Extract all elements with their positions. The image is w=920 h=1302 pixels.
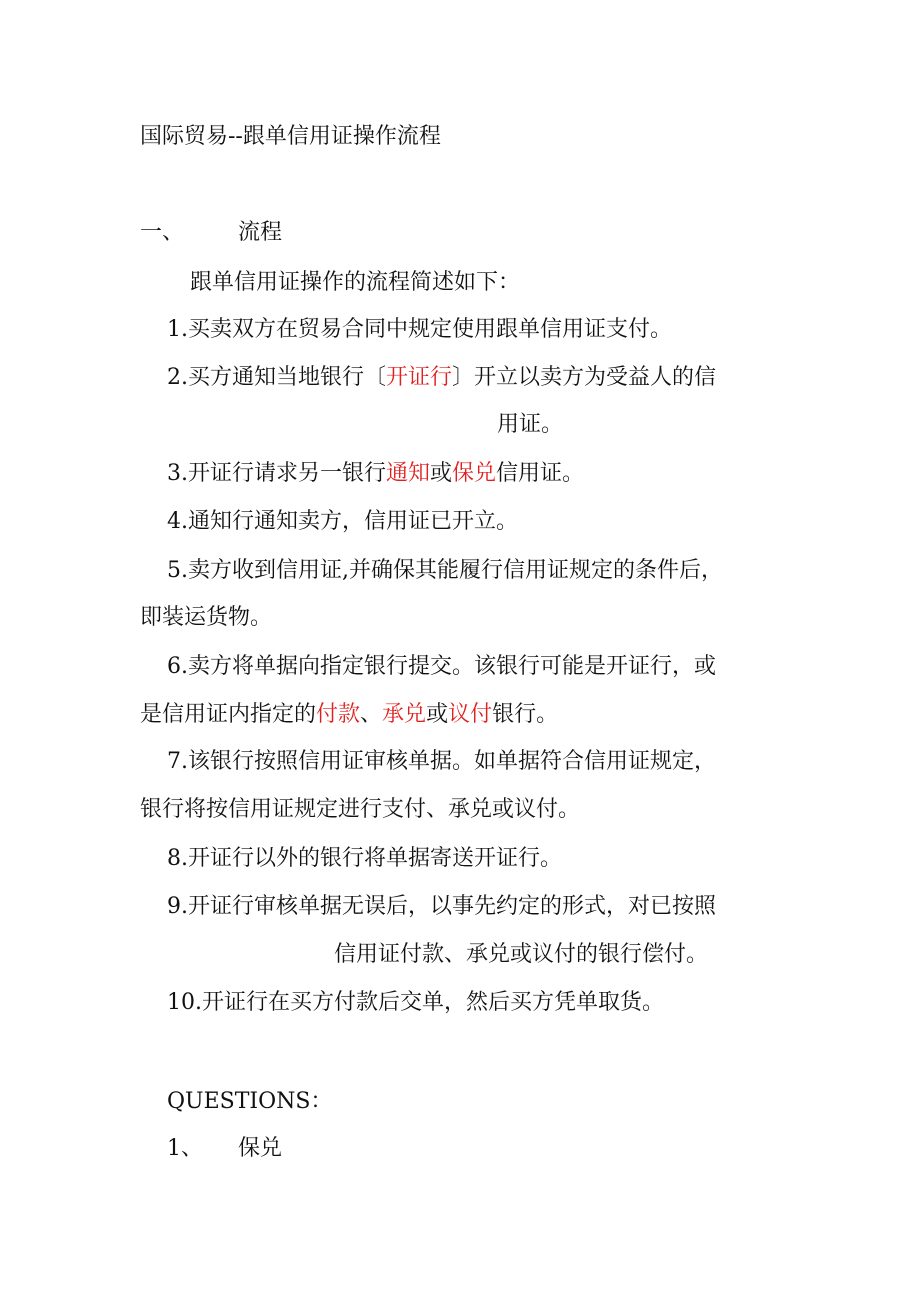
step-6-text-c: 或	[426, 702, 449, 727]
step-3-text-b: 或	[430, 461, 453, 486]
step-6-highlight-negotiation: 议付	[448, 702, 493, 727]
step-6-highlight-payment: 付款	[316, 702, 361, 727]
questions-heading: QUESTIONS：	[167, 1089, 333, 1114]
step-2-highlight-issuing-bank: 开证行	[386, 365, 453, 390]
step-2-text-b: 〕开立以卖方为受益人的信	[452, 365, 717, 390]
section-title: 流程	[238, 220, 283, 245]
step-2-text-a: 2.买方通知当地银行〔	[167, 365, 386, 390]
step-6-text-b: 、	[360, 702, 383, 727]
step-5-line-1: 5.卖方收到信用证,并确保其能履行信用证规定的条件后，	[167, 558, 723, 583]
step-4: 4.通知行通知卖方，信用证已开立。	[167, 509, 518, 534]
step-3-highlight-confirm: 保兑	[452, 461, 497, 486]
question-1-number: 1、	[167, 1136, 203, 1161]
step-6-text-d: 银行。	[492, 702, 559, 727]
intro-paragraph: 跟单信用证操作的流程简述如下：	[190, 270, 521, 295]
section-number: 一、	[140, 220, 185, 245]
step-3	[167, 459, 584, 489]
step-7-line-2: 银行将按信用证规定进行支付、承兑或议付。	[140, 797, 581, 822]
step-1: 1.买卖双方在贸易合同中规定使用跟单信用证支付。	[167, 317, 672, 342]
document-title: 国际贸易--跟单信用证操作流程	[140, 124, 441, 149]
step-9-line-2: 信用证付款、承兑或议付的银行偿付。	[334, 942, 709, 967]
step-3-text-a: 3.开证行请求另一银行	[167, 461, 386, 486]
step-2-continuation: 用证。	[497, 412, 564, 437]
step-6-text-a: 是信用证内指定的	[140, 702, 317, 727]
step-5-line-2: 即装运货物。	[140, 605, 273, 630]
step-6-line-2	[140, 700, 558, 730]
step-3-text-c: 信用证。	[496, 461, 585, 486]
step-3-highlight-advise: 通知	[386, 461, 431, 486]
step-7-line-1: 7.该银行按照信用证审核单据。如单据符合信用证规定，	[167, 749, 716, 774]
step-2	[167, 363, 716, 393]
step-6-line-1: 6.卖方将单据向指定银行提交。该银行可能是开证行，或	[167, 654, 716, 679]
step-10: 10.开证行在买方付款后交单，然后买方凭单取货。	[167, 990, 664, 1015]
step-9-line-1: 9.开证行审核单据无误后，以事先约定的形式，对已按照	[167, 894, 716, 919]
step-8: 8.开证行以外的银行将单据寄送开证行。	[167, 846, 562, 871]
question-1-text: 保兑	[238, 1136, 283, 1161]
step-6-highlight-acceptance: 承兑	[382, 702, 427, 727]
